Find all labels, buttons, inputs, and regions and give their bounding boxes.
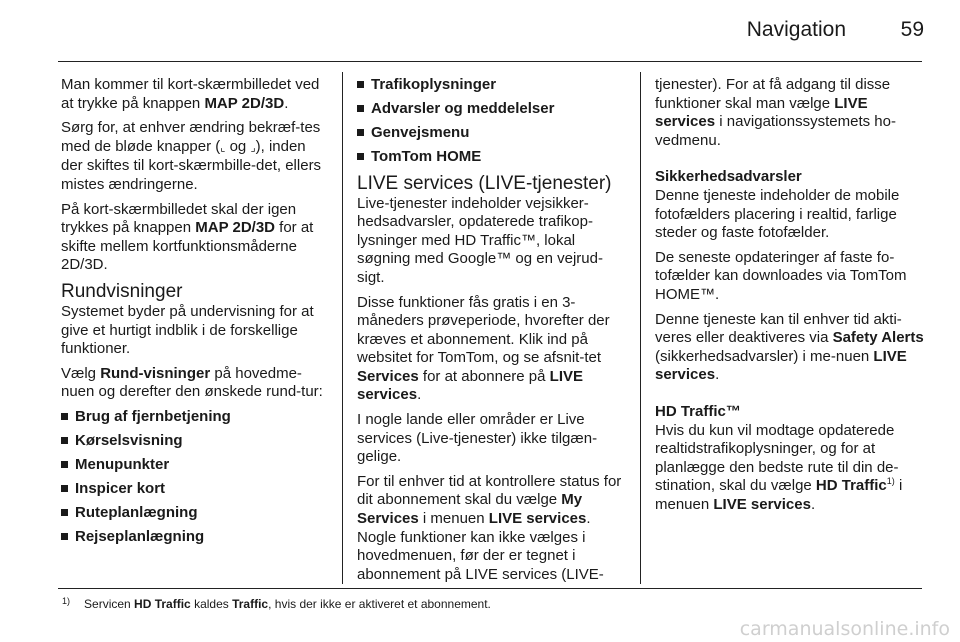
footnote-mark: 1) — [62, 596, 71, 606]
tour-list-continued — [357, 76, 627, 167]
list-item: Trafikoplysninger — [357, 76, 627, 95]
paragraph-tours-intro: Systemet byder på undervisning for at give et hurtigt indblik i de forskellige funktioner. — [61, 302, 314, 358]
paragraph-access: tjenester). For at få adgang til disse funktioner skal man vælge LIVE services i navigationssystemets ho-vedmenu. — [655, 76, 896, 149]
list-item: Advarsler og meddelelser — [357, 100, 627, 119]
paragraph-trial: Disse funktioner fås gratis i en 3-måneders prøveperiode, hvorefter der kræves et abonnement. Klik ind på websitet for TomTom, og se afsnit-tet Services for at abonnere på LIVE services. — [357, 293, 610, 404]
paragraph-safety-toggle: Denne tjeneste kan til enhver tid akti-veres eller deaktiveres via Safety Alerts (sikkerhedsadvarsler) i me-nuen LIVE services. — [655, 310, 924, 384]
heading-hd-traffic: HD Traffic™ — [655, 402, 741, 420]
list-item: Brug af fjernbetjening — [61, 408, 326, 427]
column-3 — [655, 76, 925, 520]
paragraph-2d3d-switch: På kort-skærmbilledet skal der igen trykkes på knappen MAP 2D/3D for at skifte mellem kortfunktionsmåderne 2D/3D. — [61, 200, 314, 274]
list-item: TomTom HOME — [357, 148, 627, 167]
softkey-left-icon: ⌞ — [220, 141, 226, 154]
header-divider — [58, 61, 922, 62]
heading-sikkerhedsadvarsler: Sikkerhedsadvarsler — [655, 168, 802, 186]
heading-rundvisninger: Rundvisninger — [61, 280, 183, 302]
paragraph-map-button: Man kommer til kort-skærmbilledet ved at trykke på knappen MAP 2D/3D. — [61, 76, 320, 112]
tour-list — [61, 408, 326, 547]
page-number: 59 — [900, 18, 924, 41]
column-divider-1 — [342, 72, 343, 584]
list-item: Ruteplanlægning — [61, 504, 326, 523]
footnote-divider — [58, 588, 922, 589]
softkey-right-icon: ⌟ — [250, 141, 256, 154]
list-item: Rejseplanlægning — [61, 528, 326, 547]
list-item: Inspicer kort — [61, 480, 326, 499]
footnote-ref: 1) — [886, 476, 895, 487]
page-header-title: Navigation — [746, 18, 846, 41]
paragraph-softkeys: Sørg for, at enhver ændring bekræf-tes med de bløde knapper (⌞ og ⌟), inden der skiftes til kort-skærmbille-det, ellers mistes ændringerne. — [61, 119, 322, 193]
paragraph-safety-desc: Denne tjeneste indeholder de mobile fotofælders placering i realtid, farlige steder og faste fotofælder. — [655, 186, 900, 242]
paragraph-hd-traffic: Hvis du kun vil modtage opdaterede realtidstrafikoplysninger, og for at planlægge den bedste rute til din de-stination, skal du vælge HD Traffic$^{1)}$ i menuen LIVE services. — [655, 421, 903, 513]
column-divider-2 — [640, 72, 641, 584]
list-item: Genvejsmenu — [357, 124, 627, 143]
paragraph-select-tour: Vælg Rund-visninger på hovedme-nuen og derefter den ønskede rund-tur: — [61, 364, 323, 401]
list-item: Menupunkter — [61, 456, 326, 475]
footnote: $^{1)}$ Servicen HD Traffic kaldes Traffic, hvis der ikke er aktiveret et abonnement. — [62, 596, 491, 611]
map-2d3d-label: MAP 2D/3D — [204, 94, 285, 112]
paragraph-availability: I nogle lande eller områder er Live services (Live-tjenester) ikke tilgæn-gelige. — [357, 411, 598, 466]
list-item: Kørselsvisning — [61, 432, 326, 451]
column-1 — [61, 76, 326, 552]
paragraph-live-intro: Live-tjenester indeholder vejsikker-hedsadvarsler, opdaterede trafikop-lysninger med HD Traffic™, lokal søgning med Google™ og en vejrud-sigt. — [357, 194, 603, 286]
watermark: carmanualsonline.info — [739, 618, 950, 640]
paragraph-status: For til enhver tid at kontrollere status for dit abonnement skal du vælge My Services i menuen LIVE services. Nogle funktioner kan ikke vælges i hovedmenuen, før der er tegnet i abonnement på LIVE services (LIVE- — [357, 472, 622, 583]
paragraph-safety-updates: De seneste opdateringer af faste fo-tofælder kan downloades via TomTom HOME™. — [655, 248, 907, 303]
heading-live-services: LIVE services (LIVE-tjenester) — [357, 172, 612, 194]
column-2 — [357, 76, 627, 590]
